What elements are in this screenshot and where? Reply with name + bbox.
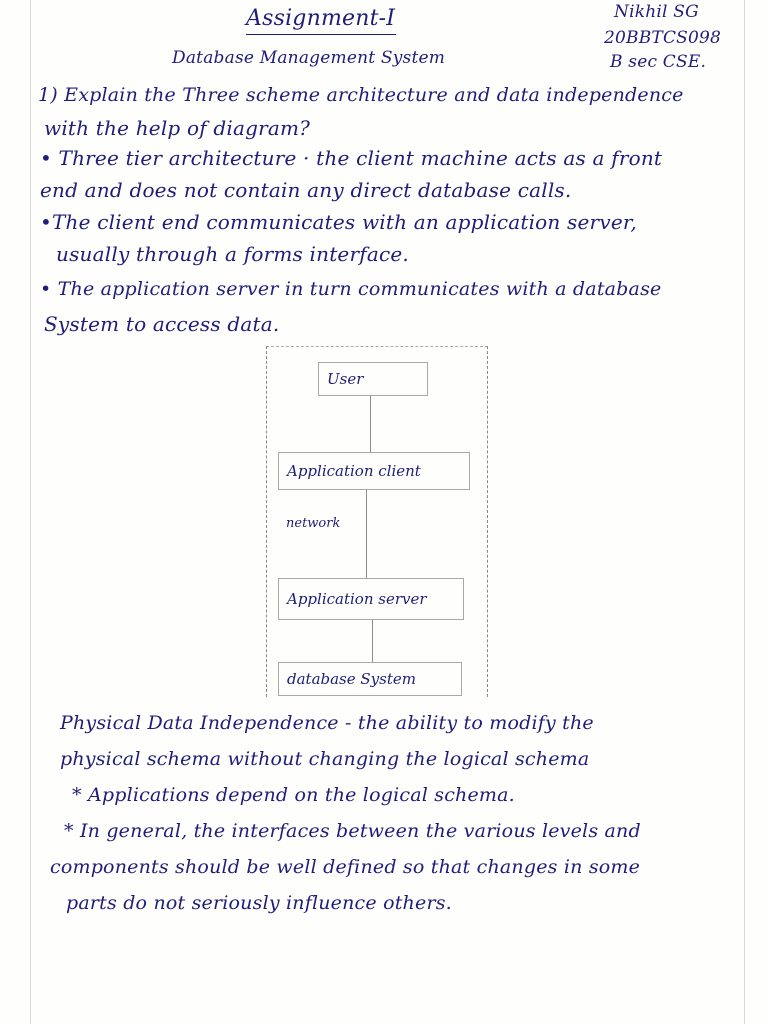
database-system-label: database System	[287, 670, 416, 688]
network-label: network	[286, 516, 341, 531]
note-line-2: physical schema without changing the logical schema	[60, 748, 590, 770]
connector-server-db	[372, 620, 373, 662]
answer-line-5: • The application server in turn communicates with a database	[40, 278, 662, 300]
right-margin-line	[744, 0, 745, 1024]
user-label: User	[327, 370, 364, 388]
application-client-box	[278, 452, 470, 490]
answer-line-3: •The client end communicates with an application server,	[40, 210, 637, 234]
answer-line-6: System to access data.	[44, 312, 280, 336]
student-section: B sec CSE.	[610, 52, 707, 72]
answer-line-1: • Three tier architecture · the client machine acts as a front	[40, 146, 663, 170]
subject-heading: Database Management System	[172, 48, 446, 68]
left-margin-line	[30, 0, 31, 1024]
answer-line-2: end and does not contain any direct database calls.	[40, 178, 572, 202]
title-underline	[246, 34, 396, 35]
student-usn: 20BBTCS098	[604, 28, 722, 48]
note-line-5: components should be well defined so that changes in some	[50, 856, 641, 878]
connector-user-client	[370, 396, 371, 452]
database-system-box	[278, 662, 462, 696]
application-server-box	[278, 578, 464, 620]
application-server-label: Application server	[287, 590, 427, 608]
note-line-1: Physical Data Independence - the ability to modify the	[60, 712, 594, 734]
answer-line-4: usually through a forms interface.	[56, 242, 409, 266]
question-line-1: 1) Explain the Three scheme architecture and data independence	[38, 84, 684, 106]
application-client-label: Application client	[287, 462, 421, 480]
question-line-2: with the help of diagram?	[44, 116, 311, 140]
user-box	[318, 362, 428, 396]
note-line-4: * In general, the interfaces between the various levels and	[64, 820, 641, 842]
student-name: Nikhil SG	[614, 2, 699, 22]
assignment-title: Assignment-I	[246, 6, 396, 31]
connector-client-server	[366, 490, 367, 578]
note-line-3: * Applications depend on the logical schema.	[72, 784, 515, 806]
note-line-6: parts do not seriously influence others.	[66, 892, 452, 914]
